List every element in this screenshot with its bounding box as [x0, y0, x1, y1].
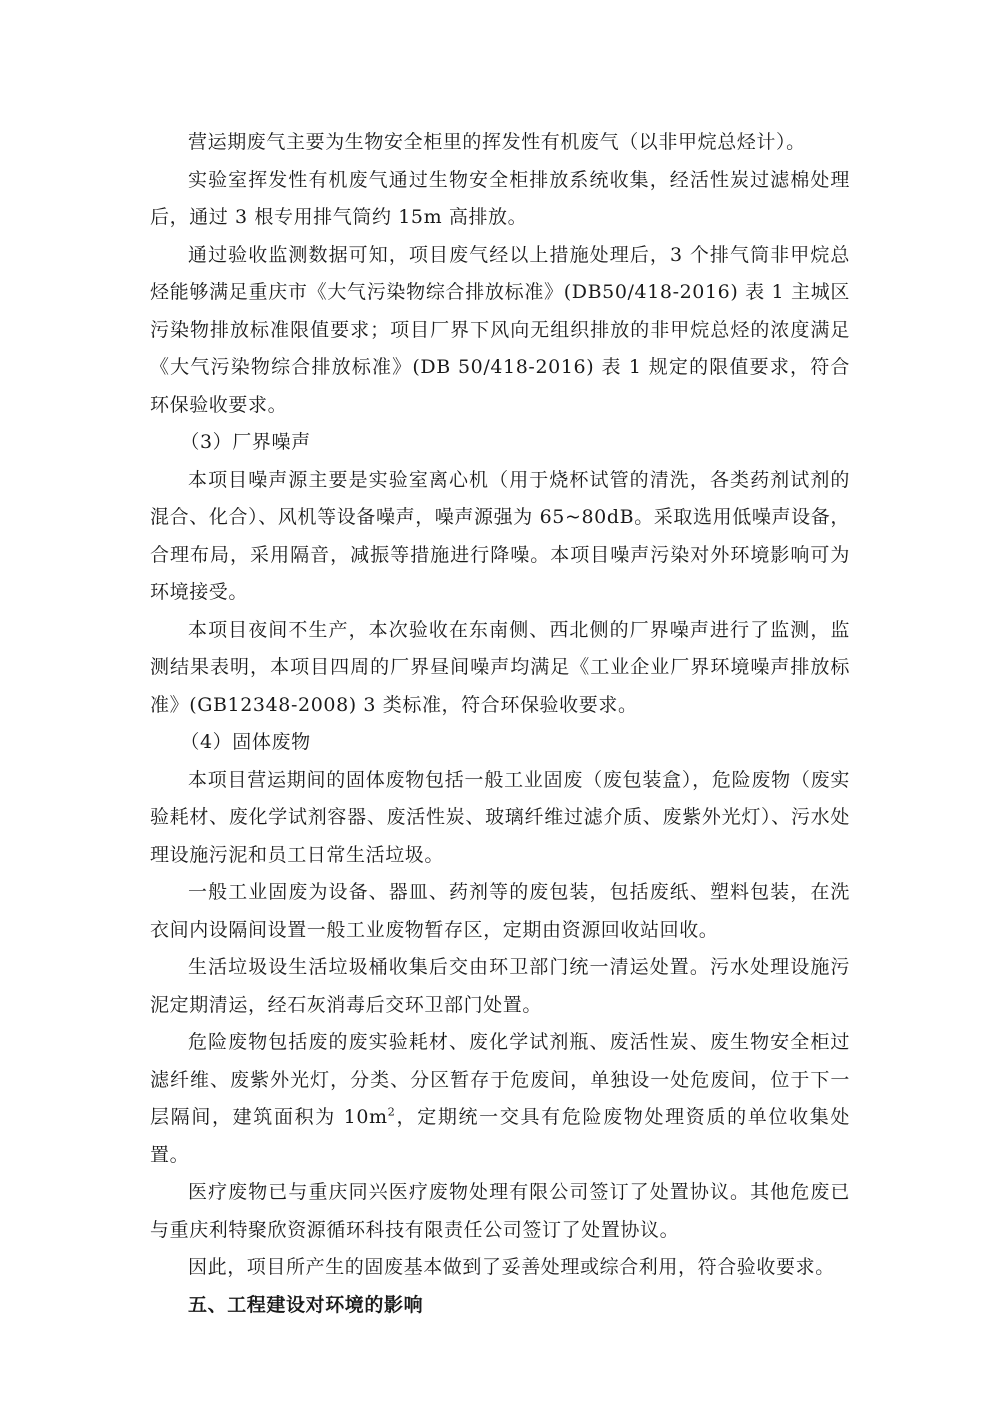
heading-solid-waste: （4）固体废物	[180, 731, 311, 753]
paragraph-exhaust-treatment: 实验室挥发性有机废气通过生物安全柜排放系统收集，经活性炭过滤棉处理后，通过 3 根专用排气筒约 15m 高排放。	[150, 168, 850, 228]
paragraph-general-industrial-waste: 一般工业固废为设备、器皿、药剂等的废包装，包括废纸、塑料包装，在洗衣间内设隔间设置一般工业废物暂存区，定期由资源回收站回收。	[150, 881, 850, 941]
section-title-environmental-impact: 五、工程建设对环境的影响	[188, 1293, 424, 1316]
paragraph-solid-waste-overview: 本项目营运期间的固体废物包括一般工业固废（废包装盒），危险废物（废实验耗材、废化学试剂容器、废活性炭、玻璃纤维过滤介质、废紫外光灯）、污水处理设施污泥和员工日常生活垃圾。	[150, 768, 850, 866]
superscript-2: 2	[387, 1104, 396, 1119]
paragraph-noise-source: 本项目噪声源主要是实验室离心机（用于烧杯试管的清洗，各类药剂试剂的混合、化合）、风机等设备噪声，噪声源强为 65~80dB。采取选用低噪声设备，合理布局，采用隔音，减振等措施进行降噪。本项目噪声污染对外环境影响可为环境接受。	[150, 468, 850, 603]
paragraph-domestic-waste: 生活垃圾设生活垃圾桶收集后交由环卫部门统一清运处置。污水处理设施污泥定期清运，经石灰消毒后交环卫部门处置。	[150, 956, 850, 1016]
paragraph-solid-waste-conclusion: 因此，项目所产生的固废基本做到了妥善处理或综合利用，符合验收要求。	[188, 1256, 835, 1278]
document-body	[150, 124, 850, 1324]
paragraph-exhaust-monitoring: 通过验收监测数据可知，项目废气经以上措施处理后，3 个排气筒非甲烷总烃能够满足重庆市《大气污染物综合排放标准》(DB50/418-2016) 表 1 主城区污染物排放标准限值要求；项目厂界下风向无组织排放的非甲烷总烃的浓度满足《大气污染物综合排放标准》(DB 50/418-2016) 表 1 规定的限值要求，符合环保验收要求。	[150, 243, 850, 416]
heading-boundary-noise: （3）厂界噪声	[180, 431, 311, 453]
hazard-text-after: ，定期统一交具有危险废物处理资质的单位收集处置。	[150, 1106, 850, 1166]
paragraph-exhaust-source: 营运期废气主要为生物安全柜里的挥发性有机废气（以非甲烷总烃计）。	[188, 131, 806, 153]
paragraph-noise-monitoring: 本项目夜间不生产，本次验收在东南侧、西北侧的厂界噪声进行了监测，监测结果表明，本项目四周的厂界昼间噪声均满足《工业企业厂界环境噪声排放标准》(GB12348-2008) 3 类标准，符合环保验收要求。	[150, 618, 850, 716]
hazard-text-before: 危险废物包括废的废实验耗材、废化学试剂瓶、废活性炭、废生物安全柜过滤纤维、废紫外光灯，分类、分区暂存于危废间，单独设一处危废间，位于下一层隔间，建筑面积为 10m	[150, 1031, 850, 1128]
paragraph-disposal-agreements: 医疗废物已与重庆同兴医疗废物处理有限公司签订了处置协议。其他危废已与重庆利特聚欣资源循环科技有限责任公司签订了处置协议。	[150, 1181, 850, 1241]
paragraph-hazardous-waste	[150, 1024, 850, 1174]
